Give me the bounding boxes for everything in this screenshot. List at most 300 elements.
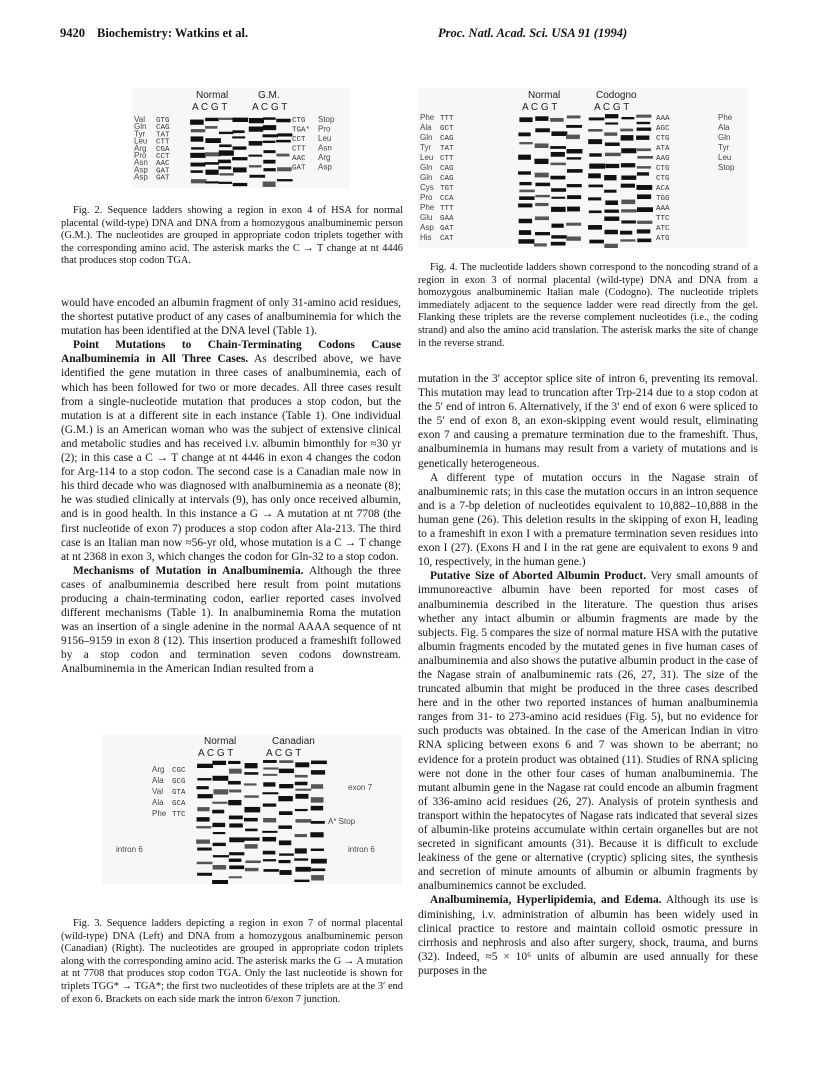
gel-band xyxy=(637,239,651,243)
gel-band xyxy=(588,129,602,132)
fig2-amino-acid: Asn xyxy=(134,158,148,168)
gel-band xyxy=(518,155,531,160)
fig4-codon: AAG xyxy=(656,155,670,163)
fig4-amino-acid: Tyr xyxy=(420,143,432,152)
gel-band xyxy=(604,216,619,220)
fig3-exon-label: exon 7 xyxy=(348,783,373,792)
fig4-caption xyxy=(418,262,758,350)
gel-band xyxy=(637,172,649,175)
right-paragraph-3 xyxy=(418,569,758,893)
left-paragraph-2-text: As described above, we have identified the gene mutation in three cases of analbuminemia, each of which has been followed for two or more decades. All three cases result from a single-nucleotide mutation that produces a stop codon, but the mutation is at a different site in each instance (Table 1). One individual (G.M.) is an American woman who was the subject of extensive clinical and metabolic studies and has received i.v. albumin bimonthly for ≈30 yr (2); in this case a C → T change at nt 4446 in exon 4 changes the codon for Arg-114 to a stop codon. The second case is a Canadian male now in his third decade who was diagnosed with analbuminemia as a neonate (8); he was studied clinically at intervals (9), has only once received albumin, and is in good health. In this instance a G → A mutation at nt 7708 (the first nucleotide of exon 7) produces a stop codon after Ala-213. The third case is an Italian man now ≈56-yr old, whose mutation is a C → T change at nt 2368 in exon 3, which changes the codon for Gln-32 to a stop codon. xyxy=(61,353,401,563)
fig2-amino-acid: Pro xyxy=(134,151,147,160)
fig4-amino-acid: Tyr xyxy=(718,143,730,152)
fig3-amino-acid: Ala xyxy=(152,776,164,785)
gel-band xyxy=(245,844,258,849)
fig2-amino-acid: Arg xyxy=(318,153,331,162)
right-column xyxy=(418,372,758,978)
left-column xyxy=(61,296,401,677)
gel-band xyxy=(276,119,290,123)
gel-band xyxy=(567,207,580,212)
gel-band xyxy=(621,148,636,153)
gel-band xyxy=(637,156,653,159)
fig4-amino-acid: Leu xyxy=(420,153,434,162)
gel-band xyxy=(518,171,531,174)
fig4-amino-acid: Gln xyxy=(718,133,731,142)
fig4-amino-acid: Phe xyxy=(420,113,435,122)
gel-band xyxy=(311,868,325,871)
gel-band xyxy=(295,809,308,811)
gel-band xyxy=(535,116,548,121)
fig4-codon: GCT xyxy=(440,125,454,133)
fig4-codon: TTC xyxy=(656,215,670,223)
gel-band xyxy=(566,135,580,139)
gel-band xyxy=(279,840,291,845)
fig4-codon: GAA xyxy=(440,215,454,223)
fig4-codon: AGC xyxy=(656,125,670,133)
gel-band xyxy=(190,120,204,125)
gel-band xyxy=(263,134,278,137)
gel-band xyxy=(535,128,550,132)
gel-band xyxy=(295,819,311,823)
gel-band xyxy=(311,849,324,851)
gel-band xyxy=(249,126,263,131)
gel-band xyxy=(295,834,307,837)
gel-band xyxy=(277,179,293,181)
gel-band xyxy=(263,760,277,763)
gel-band xyxy=(550,176,565,180)
fig3-amino-acid: Arg xyxy=(152,765,165,774)
gel-band xyxy=(263,767,278,769)
gel-band xyxy=(232,157,247,160)
gel-band xyxy=(249,165,261,167)
gel-band xyxy=(535,195,550,197)
gel-band xyxy=(197,794,212,798)
gel-band xyxy=(621,184,635,188)
fig4-codon: ATG xyxy=(656,235,670,243)
gel-band xyxy=(213,843,226,846)
gel-band xyxy=(263,125,276,130)
gel-band xyxy=(191,179,207,183)
gel-band xyxy=(212,761,226,765)
fig2-caption-text: Fig. 2. Sequence ladders showing a region in exon 4 of HSA for normal placental (wild-type) DNA and DNA from a homozygous analbuminemic person (G.M.). The nucleotides are grouped in appropriate codon triplets together with the corresponding amino acid. The asterisk marks the C → T change at nt 4446 that produces stop codon TGA. xyxy=(61,205,403,267)
gel-band xyxy=(311,761,327,765)
gel-band xyxy=(276,154,289,157)
gel-band xyxy=(621,163,635,167)
gel-band xyxy=(311,784,323,789)
gel-band xyxy=(233,183,248,186)
gel-band xyxy=(550,146,566,149)
gel-band xyxy=(519,219,532,224)
gel-band xyxy=(263,141,276,143)
fig2-codon: GAT xyxy=(156,167,170,176)
gel-band xyxy=(262,837,276,842)
gel-band xyxy=(228,800,241,805)
fig4-codon: ACA xyxy=(656,185,670,193)
fig4-amino-acid: Glu xyxy=(420,213,433,222)
gel-band xyxy=(263,782,275,786)
gel-band xyxy=(589,240,604,244)
gel-band xyxy=(229,876,242,878)
fig4-codon: ATC xyxy=(656,225,670,233)
gel-band xyxy=(621,176,636,180)
gel-band xyxy=(566,125,582,128)
fig4-lane-group-codogno: Codogno xyxy=(596,90,637,101)
gel-band xyxy=(218,166,231,169)
fig4-caption-text: Fig. 4. The nucleotide ladders shown correspond to the noncoding strand of a region in exon 3 of normal placental (wild-type) DNA and DNA from a homozygous analbuminemic Italian male (Codogno). The nucleotide triplets immediately adjacent to the sequence ladder were read directly from the gel. Flanking these triplets are the reverse complement nucleotides (i.e., the coding strand) and also the amino acid translation. The asterisk marks the site of change in the reverse strand. xyxy=(418,262,758,349)
gel-band xyxy=(229,852,244,855)
gel-band xyxy=(637,194,651,199)
fig4-codon: AAA xyxy=(656,115,670,123)
gel-band xyxy=(551,188,566,192)
gel-band xyxy=(311,821,325,824)
fig2-codon: GAT xyxy=(156,174,170,183)
fig2-lane-group-normal: Normal xyxy=(196,90,229,101)
gel-band xyxy=(295,848,307,853)
gel-band xyxy=(567,115,581,118)
right-paragraph-1: mutation in the 3′ acceptor splice site of intron 6, preventing its removal. This mutation may lead to truncation after Trp-214 due to a stop codon at the 5′ end of intron 6. Alternatively, if the 3′ end of exon 6 were spliced to the 5′ end of exon 8, an exon-skipping event would result, eliminating exon 7 and causing a premature termination due to the frameshift. Thus, analbuminemia in humans may result from a variety of mutations and is genetically heterogeneous. xyxy=(418,373,758,470)
fig2-codon: GAT xyxy=(292,164,306,173)
fig2-codon: CCT xyxy=(156,153,170,161)
gel-band xyxy=(294,880,309,882)
fig2-amino-acid: Leu xyxy=(134,136,148,146)
gel-band xyxy=(232,146,246,149)
gel-band xyxy=(588,139,602,144)
fig4-codon: GAT xyxy=(440,225,454,233)
gel-band xyxy=(535,216,549,220)
gel-band xyxy=(205,126,217,129)
gel-band xyxy=(535,232,550,235)
fig4-amino-acid: Asp xyxy=(420,223,434,232)
gel-band xyxy=(248,155,262,157)
gel-band xyxy=(589,164,605,169)
fig3-amino-acid: Val xyxy=(152,787,163,796)
gel-band xyxy=(604,190,616,193)
gel-band xyxy=(310,832,323,837)
fig4-amino-acid: Ala xyxy=(420,123,432,132)
fig4-codon: AAA xyxy=(656,205,670,213)
gel-band xyxy=(190,153,205,158)
gel-band xyxy=(605,164,619,168)
right-paragraph-4 xyxy=(418,893,758,978)
gel-band xyxy=(519,117,532,122)
gel-band xyxy=(218,160,231,164)
fig4-codon: TAT xyxy=(440,145,454,153)
gel-band xyxy=(263,774,277,776)
fig4-amino-acid: Stop xyxy=(718,163,735,172)
fig4-amino-acid: Phe xyxy=(420,203,435,212)
gel-band xyxy=(219,173,233,175)
gel-band xyxy=(604,210,619,213)
gel-band xyxy=(567,195,581,199)
gel-band xyxy=(196,786,208,789)
gel-band xyxy=(229,816,243,820)
gel-band xyxy=(205,118,219,121)
gel-band xyxy=(233,167,247,172)
gel-band xyxy=(244,807,260,812)
gel-band xyxy=(244,818,258,821)
fig4-codon: CTG xyxy=(656,175,670,183)
fig4-amino-acid: Gln xyxy=(420,163,433,172)
gel-band xyxy=(294,858,308,860)
fig2-codon: CAG xyxy=(156,124,170,133)
gel-band xyxy=(519,182,531,185)
fig4-codon: TGT xyxy=(440,185,454,193)
gel-band xyxy=(551,197,565,199)
gel-band xyxy=(244,795,258,797)
gel-band xyxy=(212,880,228,884)
gel-band xyxy=(212,810,224,814)
fig2-codon: GTG xyxy=(156,117,170,125)
fig2-caption xyxy=(61,205,403,268)
gel-band xyxy=(551,131,567,136)
fig4-amino-acid: Phe xyxy=(718,113,733,122)
fig3-gel-image xyxy=(102,734,402,884)
fig4-codon: CAT xyxy=(440,235,454,243)
right-paragraph-2: A different type of mutation occurs in the Nagase strain of analbuminemic rats; in this case the mutation occurs in an intron sequence and is a 7-bp deletion of nucleotides equivalent to 10,882–10,888 in the human gene (26). This deletion results in the skipping of exon H, leading to a frameshift in exon I with a premature termination seven residues into exon I (27). (Exons H and I in the rat gene are equivalent to exons 9 and 10, respectively, in the human gene.) xyxy=(418,471,758,569)
gel-band xyxy=(249,175,265,178)
gel-band xyxy=(566,236,581,240)
gel-band xyxy=(604,230,617,234)
fig4-codon: CAG xyxy=(440,135,454,143)
gel-band xyxy=(621,209,637,212)
gel-band xyxy=(197,764,213,768)
fig2-amino-acid: Asp xyxy=(134,165,148,175)
gel-band xyxy=(621,220,636,223)
gel-band xyxy=(605,200,618,205)
gel-band xyxy=(567,184,582,187)
gel-band xyxy=(205,170,218,175)
gel-band xyxy=(263,859,276,861)
heading-hyperlipidemia: Analbuminemia, Hyperlipidemia, and Edema. xyxy=(430,894,662,907)
gel-band xyxy=(637,148,651,151)
fig4-amino-acid: Pro xyxy=(420,193,433,202)
gel-band xyxy=(519,196,534,200)
gel-band xyxy=(213,832,225,834)
gel-band xyxy=(518,239,534,243)
gel-band xyxy=(295,782,308,786)
fig3-lane-letters-normal: A C G T xyxy=(198,748,234,759)
gel-band xyxy=(191,170,203,173)
fig2-codon: AAC xyxy=(292,155,306,163)
gel-band xyxy=(620,129,633,132)
gel-band xyxy=(589,117,605,120)
gel-band xyxy=(245,860,260,863)
fig4-amino-acid: His xyxy=(420,233,432,242)
gel-band xyxy=(311,875,324,880)
fig3-amino-acid: Phe xyxy=(152,809,167,818)
fig4-codon: CAG xyxy=(440,165,454,173)
gel-band xyxy=(262,792,278,794)
left-paragraph-2 xyxy=(61,338,401,564)
fig2-amino-acid: Asp xyxy=(134,172,148,182)
gel-band xyxy=(311,806,323,811)
gel-band xyxy=(621,135,634,140)
fig2-lane-letters-normal: A C G T xyxy=(192,102,228,113)
gel-band xyxy=(279,870,291,875)
gel-band xyxy=(245,829,257,832)
fig3-amino-acid: Ala xyxy=(152,798,164,807)
left-paragraph-3-text: Although the three cases of analbuminemia described here result from point mutations producing a chain-terminating codon, earlier reported cases involved different mechanisms (Table 1). In analbuminemia Roma the mutation was an insertion of a single adenine in the normal AAAA sequence of nt 9156–9159 in exon 8 (12). This insertion produced a frameshift followed by a stop codon and termination seven codons downstream. Analbuminemia in the American Indian resulted from a xyxy=(61,564,401,676)
gel-band xyxy=(205,138,221,143)
gel-band xyxy=(197,848,212,851)
gel-band xyxy=(244,837,260,840)
gel-band xyxy=(279,769,294,773)
gel-band xyxy=(213,855,229,857)
gel-band xyxy=(620,231,632,235)
gel-band xyxy=(535,173,549,178)
fig2-codon: AAC xyxy=(156,160,170,169)
gel-band xyxy=(621,200,635,205)
fig4-codon: TGG xyxy=(656,195,670,203)
fig4-codon: CTT xyxy=(440,155,454,163)
fig4-codon: TTT xyxy=(440,205,454,213)
fig2-amino-acid: Gln xyxy=(134,122,147,132)
fig2-amino-acid: Leu xyxy=(318,134,332,143)
gel-band xyxy=(196,826,211,828)
gel-band xyxy=(588,185,603,188)
fig2-amino-acid: Pro xyxy=(318,124,331,134)
gel-band xyxy=(519,142,532,144)
gel-band xyxy=(637,207,653,212)
fig4-codon: CCA xyxy=(440,195,454,203)
gel-band xyxy=(567,169,583,173)
gel-band xyxy=(213,776,229,781)
gel-band xyxy=(295,775,308,778)
gel-band xyxy=(637,128,652,131)
fig4-codon: CTG xyxy=(656,135,670,143)
gel-band xyxy=(637,122,651,124)
fig4-codon: TTT xyxy=(440,115,454,123)
gel-band xyxy=(534,159,548,164)
fig3-codon: TTC xyxy=(172,811,186,819)
fig4-lane-letters-codogno: A C G T xyxy=(594,102,630,113)
gel-band xyxy=(276,140,291,143)
fig3-codon: CGC xyxy=(172,767,186,775)
gel-band xyxy=(191,147,204,149)
gel-band xyxy=(244,772,258,775)
heading-mechanisms: Mechanisms of Mutation in Analbuminemia. xyxy=(73,564,304,577)
gel-band xyxy=(244,783,257,785)
gel-band xyxy=(295,762,309,767)
gel-band xyxy=(604,175,616,180)
gel-band xyxy=(249,141,263,146)
gel-band xyxy=(229,865,244,869)
gel-band xyxy=(566,223,581,226)
fig3-codon: GCA xyxy=(172,800,186,808)
heading-putative-size: Putative Size of Aborted Albumin Product. xyxy=(430,570,647,583)
fig3-caption xyxy=(61,918,403,1006)
fig4-codon: ATA xyxy=(656,145,670,153)
gel-band xyxy=(228,761,240,764)
gel-band xyxy=(621,117,634,119)
gel-band xyxy=(279,860,291,863)
gel-band xyxy=(535,203,548,206)
gel-band xyxy=(604,244,618,248)
gel-band xyxy=(245,868,259,871)
gel-band xyxy=(550,118,563,122)
gel-band xyxy=(191,129,205,132)
gel-band xyxy=(197,778,211,780)
gel-band xyxy=(263,818,276,823)
gel-band xyxy=(311,770,325,775)
gel-band xyxy=(588,173,601,178)
gel-band xyxy=(589,153,601,156)
gel-band xyxy=(245,763,258,768)
gel-band xyxy=(535,143,549,148)
gel-band xyxy=(219,132,234,134)
gel-band xyxy=(311,859,327,864)
gel-band xyxy=(518,132,530,136)
right-paragraph-3-text: Very small amounts of immunoreactive albumin have been reported for most cases of analbuminemia described in the literature. The question thus arises whether any intact albumin or albumin fragments are made by the subjects. Fig. 5 compares the size of normal mature HSA with the putative albumin fragments encoded by the mutated genes in five human cases of analbuminemia and also shows the putative albumin product in the case of the Nagase strain of analbuminemic rats (26, 27, 31). The size of the truncated albumin that might be produced in the three cases described here and in the other two reported instances of human analbuminemia ranges from 31- to 273-amino acid residues (Fig. 5), but no evidence for such products was obtained. In the case of the American Indian in vitro RNA splicing between exons 6 and 7 was shown to be aberrant; no evidence for a protein product was obtained (11). Studies of RNA splicing were not done in the other four cases of human analbuminemia. The mutant albumin gene in the Nagase rat could encode an albumin fragment of 336-amino acid residues (26, 27). Analysis of protein synthesis and transport within the hepatocytes of Nagase rats indicated that several sizes of albumin-like proteins accumulate within certain organelles but are not secreted in significant amounts (31). Because it is difficult to exclude leakiness of the gene or alternative (cryptic) splicing sites, the synthesis and secretion of minute amounts of albumin or albumin fragments by analbuminemics cannot be excluded. xyxy=(418,570,758,893)
gel-band xyxy=(219,118,234,120)
fig2-amino-acid: Arg xyxy=(134,143,147,153)
gel-band xyxy=(567,149,583,153)
fig2-amino-acid: Val xyxy=(134,115,145,124)
fig4-amino-acid: Gln xyxy=(420,173,433,182)
fig3-lane-group-normal: Normal xyxy=(204,736,237,747)
fig2-lane-letters-gm: A C G T xyxy=(252,102,288,113)
gel-band xyxy=(212,802,227,804)
gel-band xyxy=(232,130,244,133)
gel-band xyxy=(263,803,276,806)
gel-band xyxy=(551,224,563,228)
journal-section: Biochemistry: Watkins et al. xyxy=(97,26,249,40)
gel-band xyxy=(620,239,635,241)
fig2-codon: CCT xyxy=(292,136,306,144)
fig2-codon: TAT xyxy=(156,131,170,140)
fig2-amino-acid: Stop xyxy=(318,115,335,124)
left-paragraph-3 xyxy=(61,564,401,677)
gel-band xyxy=(550,163,565,166)
fig2-amino-acid: Asp xyxy=(318,162,332,172)
gel-band xyxy=(551,242,566,246)
gel-band xyxy=(279,853,294,855)
fig4-lane-group-normal: Normal xyxy=(528,90,561,101)
fig3-caption-text: Fig. 3. Sequence ladders depicting a region in exon 7 of normal placental (wild-type) DNA (Left) and DNA from a homozygous analbuminemic person (Canadian) (Right). The nucleotides are grouped in appropriate codon triplets along with the corresponding amino acid. The asterisk marks the G → A mutation at nt 7708 that produces stop codon TGA. Only the last nucleotide is shown for triplets TGG* → TGA*; the first two nucleotides of these triplets are at the 3′ end of exon 6. Brackets on each side mark the intron 6/exon 7 junction. xyxy=(61,918,403,1005)
gel-band xyxy=(197,817,210,821)
fig2-gel-image xyxy=(132,88,350,188)
gel-band xyxy=(605,114,618,118)
right-paragraph-4-text: Although its use is diminishing, i.v. administration of albumin has been widely used in clinical practice to restore and maintain colloid osmotic pressure in cirrhosis and nephrosis and also after surgery, shock, trauma, and burns (32). Indeed, ≈5 × 10⁶ units of albumin are used annually for these purposes in the xyxy=(418,894,758,977)
gel-band xyxy=(205,181,219,183)
gel-band xyxy=(279,811,292,815)
gel-band xyxy=(279,760,293,763)
fig2-codon: TGA* xyxy=(292,126,311,135)
gel-band xyxy=(232,136,245,138)
fig3-lane-letters-canadian: A C G T xyxy=(266,748,302,759)
fig2-amino-acid: Tyr xyxy=(134,129,146,139)
gel-band xyxy=(197,873,212,876)
gel-band xyxy=(588,197,601,200)
gel-band xyxy=(277,167,292,171)
gel-band xyxy=(219,182,232,184)
gel-band xyxy=(551,235,566,238)
journal-citation: Proc. Natl. Acad. Sci. USA 91 (1994) xyxy=(438,26,628,40)
fig3-codon: GCG xyxy=(172,778,186,786)
gel-band xyxy=(551,207,566,212)
gel-band xyxy=(228,781,241,785)
gel-band xyxy=(637,229,650,233)
gel-band xyxy=(263,182,276,187)
fig3-codon: GTA xyxy=(172,789,186,797)
fig2-codon: CTG xyxy=(292,117,306,125)
gel-band xyxy=(534,243,547,246)
fig4-lane-letters-normal: A C G T xyxy=(522,102,558,113)
fig2-amino-acid: Asn xyxy=(318,143,332,153)
fig3-intron-label: intron 6 xyxy=(348,845,375,854)
gel-band xyxy=(262,831,277,833)
fig4-amino-acid: Gln xyxy=(420,133,433,142)
